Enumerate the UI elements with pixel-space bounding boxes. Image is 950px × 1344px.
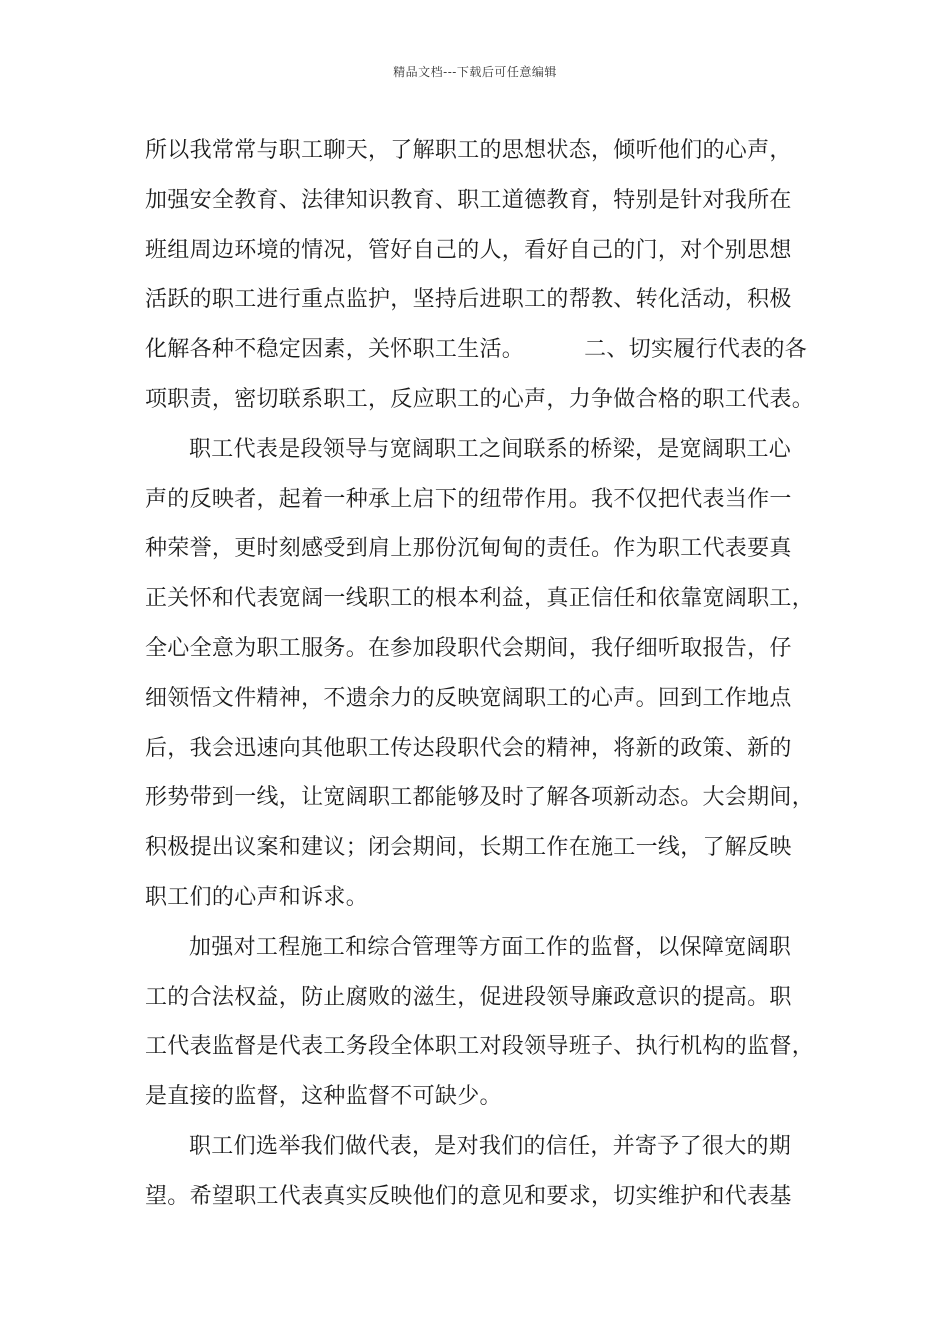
text-line: 加强安全教育、法律知识教育、职工道德教育，特别是针对我所在 [145, 187, 792, 213]
text-line [145, 325, 825, 375]
text-line: 工的合法权益，防止腐败的滋生，促进段领导廉政意识的提高。职 [145, 984, 792, 1010]
text-line: 项职责，密切联系职工，反应职工的心声，力争做合格的职工代表。 [145, 386, 815, 412]
paragraph-start: 职工代表是段领导与宽阔职工之间联系的桥梁，是宽阔职工心 [189, 436, 792, 462]
text-line: 细领悟文件精神，不遗余力的反映宽阔职工的心声。回到工作地点 [145, 685, 792, 711]
section-heading: 二、切实履行代表的各 [584, 337, 808, 363]
text-line: 工代表监督是代表工务段全体职工对段领导班子、执行机构的监督， [145, 1034, 815, 1060]
text-line: 积极提出议案和建议；闭会期间，长期工作在施工一线，了解反映 [145, 835, 792, 861]
text-line: 是直接的监督，这种监督不可缺少。 [145, 1084, 502, 1110]
text-line: 正关怀和代表宽阔一线职工的根本利益，真正信任和依靠宽阔职工， [145, 586, 815, 612]
text-line: 活跃的职工进行重点监护，坚持后进职工的帮教、转化活动，积极 [145, 287, 792, 313]
paragraph-start: 职工们选举我们做代表，是对我们的信任，并寄予了很大的期 [189, 1133, 792, 1159]
paragraph-start: 加强对工程施工和综合管理等方面工作的监督，以保障宽阔职 [189, 934, 792, 960]
text-line: 声的反映者，起着一种承上启下的纽带作用。我不仅把代表当作一 [145, 486, 792, 512]
text-line: 形势带到一线，让宽阔职工都能够及时了解各项新动态。大会期间， [145, 785, 815, 811]
page-header: 精品文档---下载后可任意编辑 [393, 65, 557, 79]
text-line: 全心全意为职工服务。在参加段职代会期间，我仔细听取报告，仔 [145, 635, 792, 661]
text-line: 班组周边环境的情况，管好自己的人，看好自己的门，对个别思想 [145, 237, 792, 263]
document-body [145, 126, 825, 1222]
text-line: 种荣誉，更时刻感受到肩上那份沉甸甸的责任。作为职工代表要真 [145, 536, 792, 562]
text-line: 职工们的心声和诉求。 [145, 884, 369, 910]
text-line: 望。希望职工代表真实反映他们的意见和要求，切实维护和代表基 [145, 1183, 792, 1209]
text-line: 所以我常常与职工聊天，了解职工的思想状态，倾听他们的心声， [145, 138, 792, 163]
text-segment: 化解各种不稳定因素，关怀职工生活。 [145, 337, 525, 363]
text-line: 后，我会迅速向其他职工传达段职代会的精神，将新的政策、新的 [145, 735, 792, 761]
text-line [145, 425, 825, 475]
text-line [145, 923, 825, 973]
text-line [145, 1122, 825, 1172]
